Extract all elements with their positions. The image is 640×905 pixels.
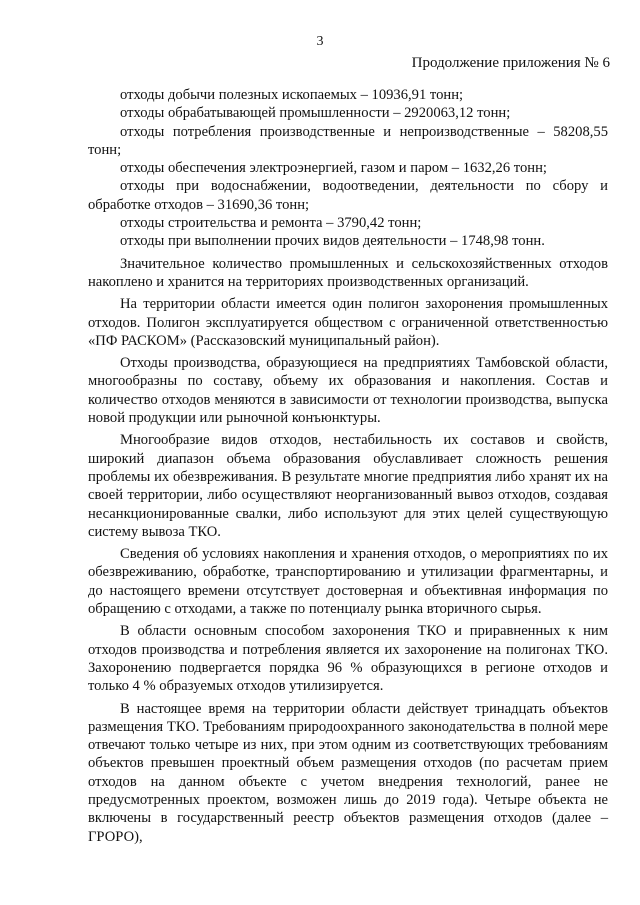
page-number: 3 xyxy=(316,34,324,49)
waste-item-mining: отходы добычи полезных ископаемых – 10936,91 тонн; xyxy=(120,87,464,103)
paragraph-waste-diversity: Многообразие видов отходов, нестабильность их составов и свойств, широкий диапазон объема образования обуславливает сложность решения проблемы их обезвреживания. В результате многие предприятия либо хранят их на своей территории, либо осуществляют неорганизованный вывоз отходов, создавая несанкционированные свалки, либо используют для этих целей существующую систему вывоза ТКО. xyxy=(88,432,608,540)
appendix-continuation-header: Продолжение приложения № 6 xyxy=(411,55,610,71)
paragraph-landfill: На территории области имеется один полигон захоронения промышленных отходов. Полигон эксплуатируется обществом с ограниченной ответственностью «ПФ РАСКОМ» (Рассказовский муниципальный район). xyxy=(88,296,608,349)
waste-item-other: отходы при выполнении прочих видов деятельности – 1748,98 тонн. xyxy=(120,233,545,250)
paragraph-tko-facilities: В настоящее время на территории области действует тринадцать объектов размещения ТКО. Требованиям природоохранного законодательства в полной мере отвечают только четыре из них, при этом одним из соответствующих требованиям объектов превышен проектный объем размещения отходов (по расчетам прием отходов на данном объекте с учетом внедрения технологий, ранее не предусмотренных проектом, возможен лишь до 2019 года). Четыре объекта не включены в государственный реестр объектов размещения отходов (далее – ГРОРО), xyxy=(88,700,608,845)
paragraph-information: Сведения об условиях накопления и хранения отходов, о мероприятиях по их обезвреживанию, обработке, транспортированию и утилизации фрагментарны, и до настоящего времени отсутствует достоверная и объективная информация по обращению с отходами, а также по потенциалу рынка вторичного сырья. xyxy=(88,546,608,618)
paragraph-production-waste: Отходы производства, образующиеся на предприятиях Тамбовской области, многообразны по составу, объему их образования и накопления. Состав и количество отходов меняются в зависимости от технологии производства, выпуска новой продукции или рыночной конъюнктуры. xyxy=(88,355,608,427)
paragraph-tko-disposal: В области основным способом захоронения ТКО и приравненных к ним отходов производства и потребления является их захоронение на полигонах ТКО. Захоронению подвергается порядка 96 % образующихся в регионе отходов и только 4 % образуемых отходов утилизируется. xyxy=(88,623,608,695)
waste-item-manufacturing: отходы обрабатывающей промышленности – 2920063,12 тонн; xyxy=(120,105,511,122)
waste-item-energy: отходы обеспечения электроэнергией, газом и паром – 1632,26 тонн; xyxy=(120,160,547,177)
waste-item-consumption: отходы потребления производственные и непроизводственные – 58208,55 тонн; xyxy=(88,123,608,158)
document-body xyxy=(88,86,608,846)
waste-item-water: отходы при водоснабжении, водоотведении, деятельности по сбору и обработке отходов – 31690,36 тонн; xyxy=(88,178,608,213)
paragraph-industrial-accumulation: Значительное количество промышленных и сельскохозяйственных отходов накоплено и хранится на территориях производственных организаций. xyxy=(88,255,608,290)
waste-item-construction: отходы строительства и ремонта – 3790,42 тонн; xyxy=(120,215,422,232)
